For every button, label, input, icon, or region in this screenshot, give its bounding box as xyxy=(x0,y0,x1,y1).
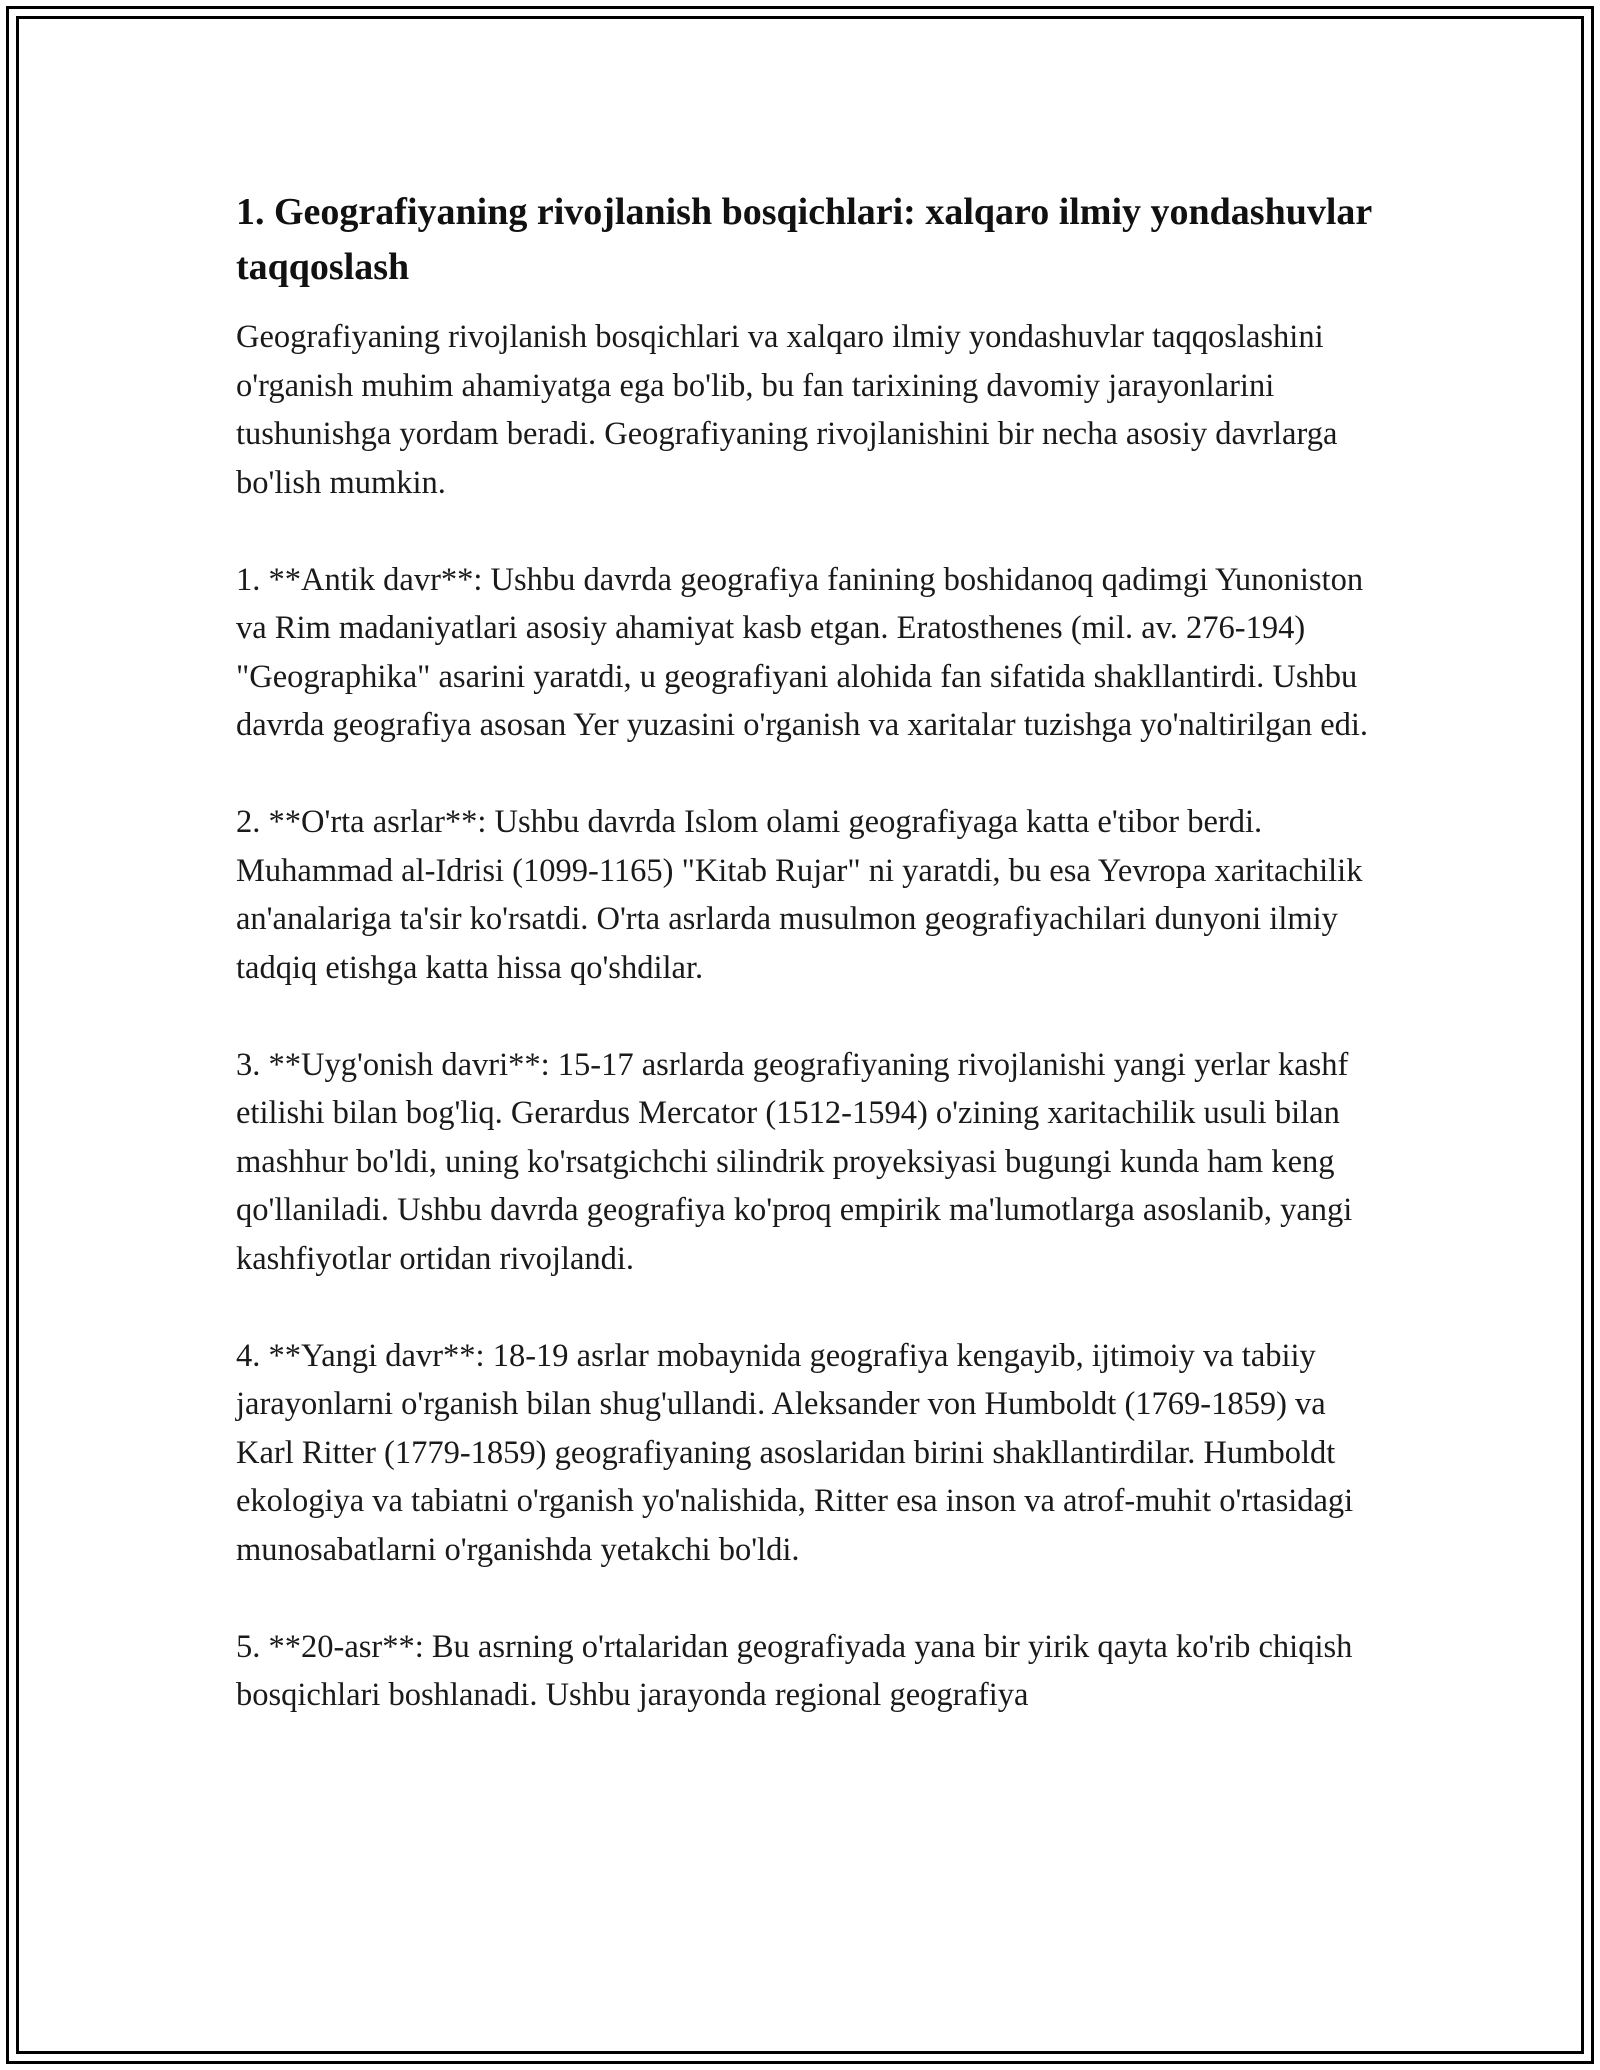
list-item-antik-davr: 1. **Antik davr**: Ushbu davrda geografiya fanining boshidanoq qadimgi Yunoniston va Rim madaniyatlari asosiy ahamiyat kasb etgan. Eratosthenes (mil. av. 276-194) "Geographika" asarini yaratdi, u geografiyani alohida fan sifatida shakllantirdi. Ushbu davrda geografiya asosan Yer yuzasini o'rganish va xaritalar tuzishga yo'naltirilgan edi. xyxy=(236,561,1369,743)
list-item-orta-asrlar: 2. **O'rta asrlar**: Ushbu davrda Islom olami geografiyaga katta e'tibor berdi. Muhammad al-Idrisi (1099-1165) "Kitab Rujar" ni yaratdi, bu esa Yevropa xaritachilik an'analariga ta'sir ko'rsatdi. O'rta asrlarda musulmon geografiyachilari dunyoni ilmiy tadqiq etishga katta hissa qo'shdilar. xyxy=(236,804,1363,986)
intro-paragraph: Geografiyaning rivojlanish bosqichlari va xalqaro ilmiy yondashuvlar taqqoslashini o'rganish muhim ahamiyatga ega bo'lib, bu fan tarixining davomiy jarayonlarini tushunishga yordam beradi. Geografiyaning rivojlanishini bir necha asosiy davrlarga bo'lish mumkin. xyxy=(236,319,1338,501)
list-item-20-asr: 5. **20-asr**: Bu asrning o'rtalaridan geografiyada yana bir yirik qayta ko'rib chiqish bosqichlari boshlanadi. Ushbu jarayonda regional geografiya xyxy=(236,1628,1353,1713)
section-heading: 1. Geografiyaning rivojlanish bosqichlari: xalqaro ilmiy yondashuvlar taqqoslash xyxy=(236,191,1372,288)
document-body xyxy=(236,185,1376,1720)
list-item-uygonish-davri: 3. **Uyg'onish davri**: 15-17 asrlarda geografiyaning rivojlanishi yangi yerlar kashf etilishi bilan bog'liq. Gerardus Mercator (1512-1594) o'zining xaritachilik usuli bilan mashhur bo'ldi, uning ko'rsatgichchi silindrik proyeksiyasi bugungi kunda ham keng qo'llaniladi. Ushbu davrda geografiya ko'proq empirik ma'lumotlarga asoslanib, yangi kashfiyotlar ortidan rivojlandi. xyxy=(236,1046,1353,1277)
list-item-yangi-davr: 4. **Yangi davr**: 18-19 asrlar mobaynida geografiya kengayib, ijtimoiy va tabiiy jarayonlarni o'rganish bilan shug'ullandi. Aleksander von Humboldt (1769-1859) va Karl Ritter (1779-1859) geografiyaning asoslaridan birini shakllantirdilar. Humboldt ekologiya va tabiatni o'rganish yo'nalishida, Ritter esa inson va atrof-muhit o'rtasidagi munosabatlarni o'rganishda yetakchi bo'ldi. xyxy=(236,1337,1354,1568)
